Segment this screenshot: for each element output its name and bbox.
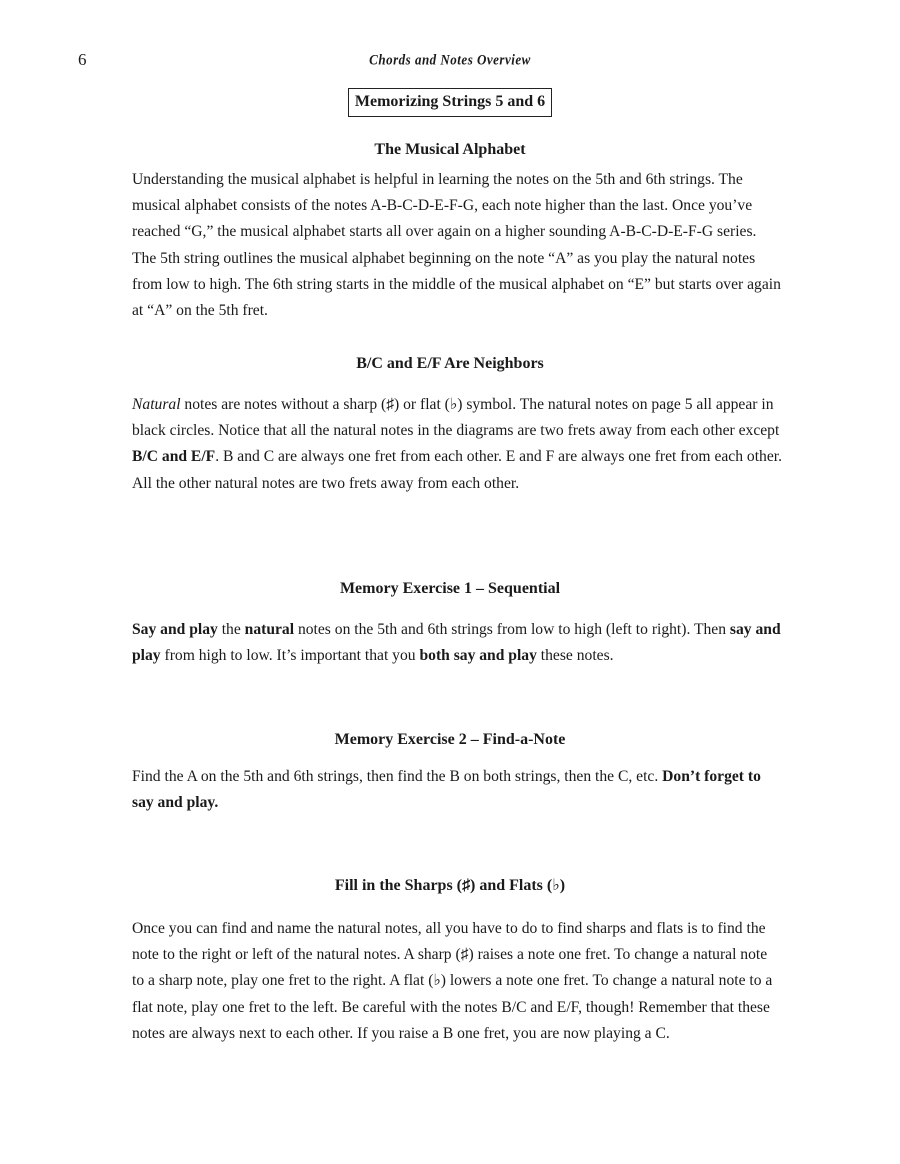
text-segment: from high to low. It’s important that you [160, 647, 420, 665]
heading-exercise-1: Memory Exercise 1 – Sequential [339, 580, 561, 597]
bold-segment: Don’t forget to say and play. [132, 768, 761, 812]
heading-musical-alphabet: The Musical Alphabet [374, 141, 526, 158]
paragraph-musical-alphabet: Understanding the musical alphabet is helpful in learning the notes on the 5th and 6th strings. The musical alphabet consists of the notes A-B-C-D-E-F-G, each note higher than the last. Once you’ve reached “G,” the musical alphabet starts all over again on a higher sounding A-B-C-D-E-F-G series. The 5th string outlines the musical alphabet beginning on the note “A” as you play the natural notes from low to high. The 6th string starts in the middle of the musical alphabet on “E” but starts over again at “A” on the 5th fret. [132, 171, 781, 320]
paragraph-exercise-2 [132, 764, 782, 816]
heading-exercise-2: Memory Exercise 2 – Find-a-Note [334, 731, 566, 748]
natural-word: Natural [132, 396, 181, 413]
heading-neighbors: B/C and E/F Are Neighbors [356, 355, 544, 372]
bold-segment: B/C and E/F [132, 448, 216, 466]
section-title: Memorizing Strings 5 and 6 [348, 88, 552, 117]
paragraph-exercise-1 [132, 617, 782, 669]
section-title-wrap [0, 88, 900, 117]
paragraph-sharps-flats: Once you can find and name the natural notes, all you have to do to find sharps and flats is to find the note to the right or left of the natural notes. A sharp (♯) raises a note one fret. To change a natural note to a sharp note, play one fret to the right. A flat (♭) lowers a note one fret. To change a natural note to a flat note, play one fret to the left. Be careful with the notes B/C and E/F, though! Remember that these notes are always next to each other. If you raise a B one fret, you are now playing a C. [132, 920, 773, 1042]
text-segment: the [217, 621, 245, 638]
text-segment: notes on the 5th and 6th strings from low to high (left to right). Then [294, 621, 730, 638]
page-number: 6 [78, 50, 87, 69]
bold-segment: natural [244, 621, 295, 638]
bold-segment: say and play [132, 621, 781, 665]
heading-sharps-flats: Fill in the Sharps (♯) and Flats (♭) [334, 877, 566, 894]
bold-segment: Say and play [132, 621, 218, 638]
text-segment: Find the A on the 5th and 6th strings, then find the B on both strings, then the C, etc. [132, 768, 663, 785]
running-head: Chords and Notes Overview [369, 51, 531, 68]
paragraph-neighbors [132, 392, 782, 497]
text-segment: . B and C are always one fret from each other. E and F are always one fret from each other. All the other natural notes are two frets away from each other. [132, 448, 782, 492]
text-segment: these notes. [536, 647, 614, 665]
bold-segment: both say and play [419, 647, 537, 665]
text-segment: notes are notes without a sharp (♯) or flat (♭) symbol. The natural notes on page 5 all appear in black circles. Notice that all the natural notes in the diagrams are two frets away from each other except [132, 396, 780, 440]
